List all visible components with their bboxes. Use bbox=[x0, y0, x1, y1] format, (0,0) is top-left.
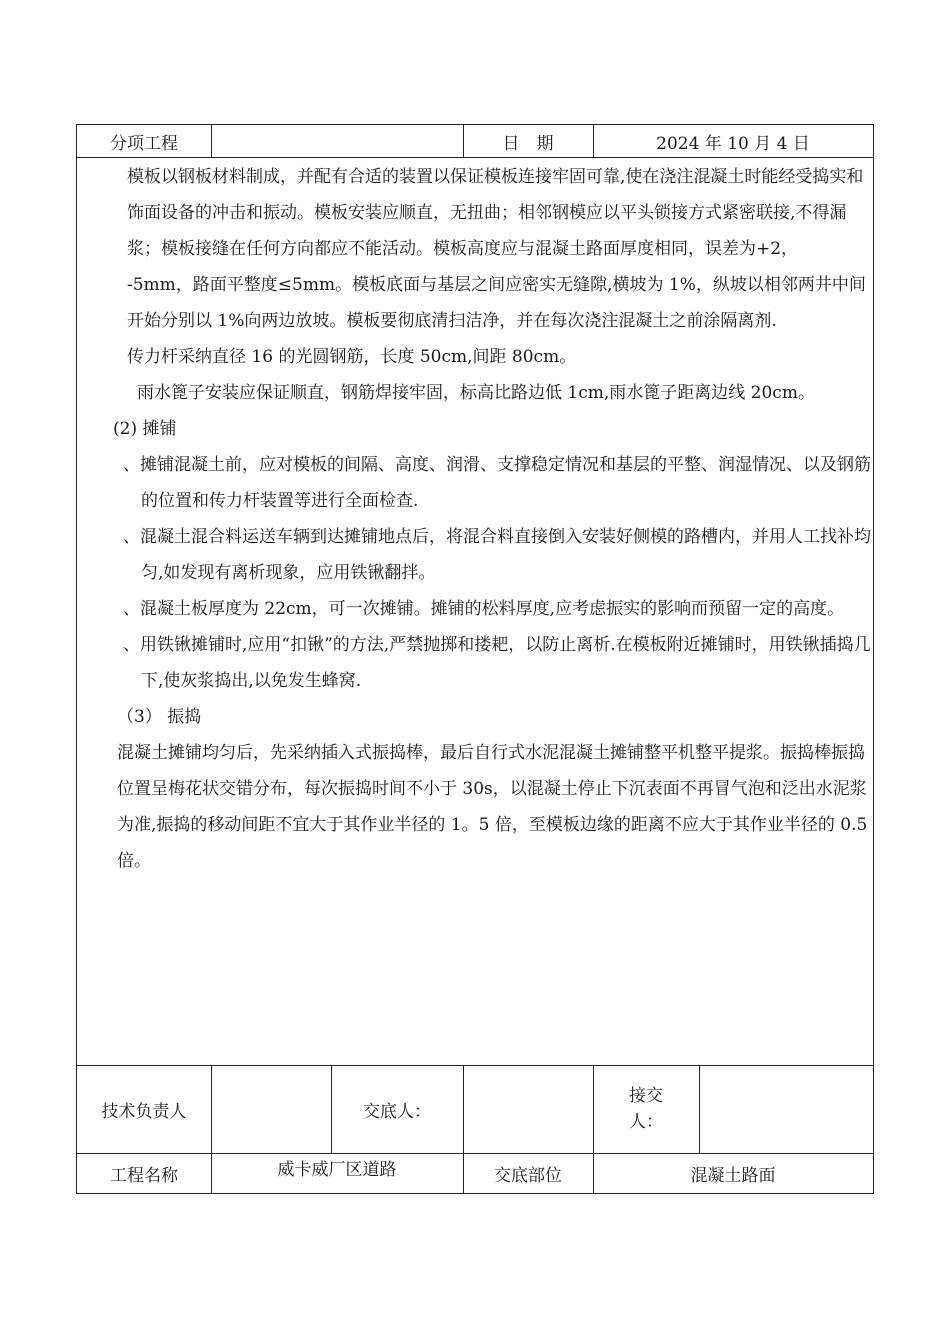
disclosure-part-value: 混凝土路面 bbox=[690, 1165, 776, 1186]
tech-lead-label: 技术负责人 bbox=[101, 1101, 187, 1122]
receiver-value bbox=[699, 1065, 873, 1153]
paving-item-4: 、用铁锹摊铺时,应用“扣锹”的方法,严禁抛掷和搂耙，以防止离析.在模板附近摊铺时，用铁锹插捣几下,使灰浆捣出,以免发生蜂窝. bbox=[123, 635, 871, 691]
paragraph-dowel: 传力杆采纳直径 16 的光圆钢筋，长度 50cm,间距 80cm。 bbox=[127, 347, 577, 367]
paragraph-grate: 雨水篦子安装应保证顺直，钢筋焊接牢固，标高比路边低 1cm,雨水篦子距离边线 20cm。 bbox=[137, 383, 815, 403]
disclosure-part-label: 交底部位 bbox=[494, 1165, 562, 1186]
project-name-value: 威卡威厂区道路 bbox=[277, 1159, 397, 1180]
section-heading-vibration: （3） 振捣 bbox=[117, 707, 202, 727]
date-value: 2024 年 10 月 4 日 bbox=[656, 133, 810, 154]
giver-label: 交底人： bbox=[363, 1101, 431, 1122]
paving-item-1: 、摊铺混凝土前，应对模板的间隔、高度、润滑、支撑稳定情况和基层的平整、润湿情况、以及钢筋的位置和传力杆装置等进行全面检查. bbox=[123, 455, 871, 511]
paving-item-3: 、混凝土板厚度为 22cm，可一次摊铺。摊铺的松料厚度,应考虑振实的影响而预留一定的高度。 bbox=[123, 599, 845, 619]
giver-value bbox=[463, 1065, 593, 1153]
tech-lead-value bbox=[211, 1065, 331, 1153]
section-heading-paving: (2) 摊铺 bbox=[113, 419, 177, 439]
paragraph-vibration: 混凝土摊铺均匀后，先采纳插入式振捣棒，最后自行式水泥混凝土摊铺整平机整平提浆。振捣棒振捣位置呈梅花状交错分布，每次振捣时间不小于 30s，以混凝土停止下沉表面不再冒气泡和泛出水泥浆为准,振捣的移动间距不宜大于其作业半径的 1。5 倍，至模板边缘的距离不应大于其作业半径的 0.5 倍。 bbox=[117, 743, 868, 871]
receiver-label: 接交人： bbox=[629, 1086, 663, 1132]
paving-item-2: 、混凝土混合料运送车辆到达摊铺地点后，将混合料直接倒入安装好侧模的路槽内，并用人工找补均匀,如发现有离析现象，应用铁锹翻拌。 bbox=[123, 527, 871, 583]
project-name-label: 工程名称 bbox=[110, 1165, 178, 1186]
item-label: 分项工程 bbox=[110, 133, 178, 154]
item-value bbox=[211, 125, 463, 157]
disclosure-form bbox=[76, 124, 874, 1194]
paragraph-formwork: 模板以钢板材料制成，并配有合适的装置以保证模板连接牢固可靠,使在浇注混凝土时能经受捣实和饰面设备的冲击和振动。模板安装应顺直，无扭曲；相邻钢模应以平头锁接方式紧密联接,不得漏浆；模板接缝在任何方向都应不能活动。模板高度应与混凝土路面厚度相同，误差为+2， -5mm，路面平整度≤5mm。模板底面与基层之间应密实无缝隙,横坡为 1%，纵坡以相邻两井中间开始分别以 1%向两边放坡。模板要彻底清扫洁净，并在每次浇注混凝土之前涂隔离剂. bbox=[127, 167, 866, 331]
content-body bbox=[113, 159, 879, 879]
date-label: 日 期 bbox=[502, 133, 554, 154]
content-area bbox=[77, 157, 873, 1065]
